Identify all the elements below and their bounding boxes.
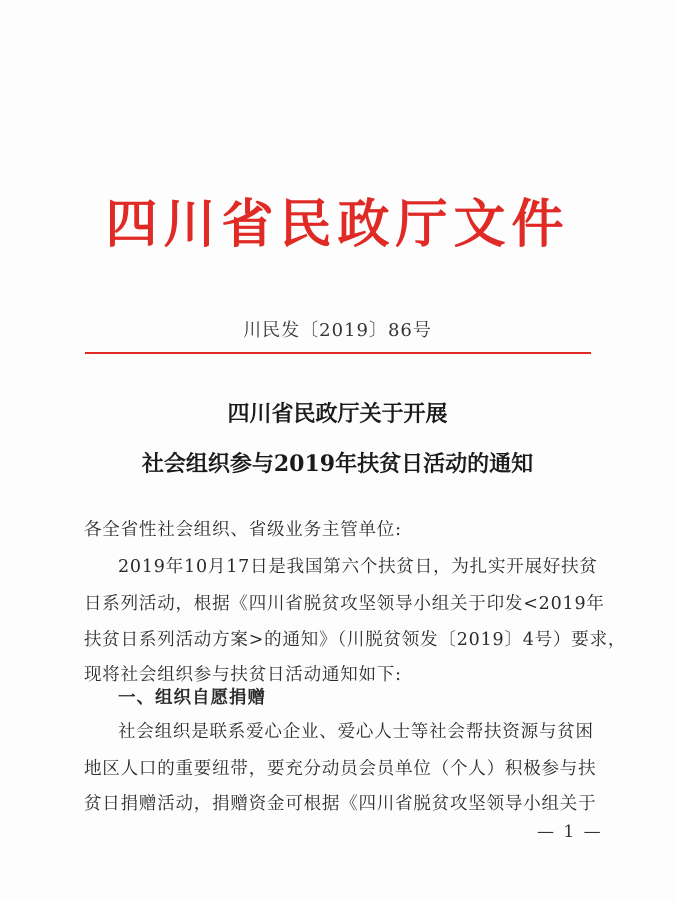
paragraph-2-line-2: 地区人口的重要纽带，要充分动员会员单位（个人）积极参与扶 [84,759,597,779]
paragraph-1-line-4: 现将社会组织参与扶贫日活动通知如下: [84,665,402,685]
paragraph-2-line-1: 社会组织是联系爱心企业、爱心人士等社会帮扶资源与贫困 [118,722,594,742]
document-title-line-1: 四川省民政厅关于开展 [227,401,448,427]
document-title-line-2: 社会组织参与2019年扶贫日活动的通知 [141,451,534,477]
header-red-rule [85,352,591,354]
paragraph-1-line-1: 2019年10月17日是我国第六个扶贫日，为扎实开展好扶贫 [118,557,598,577]
page-number: — 1 — [537,822,603,842]
section-1-heading: 一、组织自愿捐赠 [118,688,266,708]
document-number: 川民发〔2019〕86号 [243,320,432,341]
document-header: 四川省民政厅文件 [105,194,570,255]
paragraph-1-line-3: 扶贫日系列活动方案>的通知》（川脱贫领发〔2019〕4号）要求， [84,630,627,650]
paragraph-2-line-3: 贫日捐赠活动，捐赠资金可根据《四川省脱贫攻坚领导小组关于 [84,794,597,814]
recipients-line: 各全省性社会组织、省级业务主管单位: [84,520,402,540]
paragraph-1-line-2: 日系列活动，根据《四川省脱贫攻坚领导小组关于印发<2019年 [84,594,605,614]
